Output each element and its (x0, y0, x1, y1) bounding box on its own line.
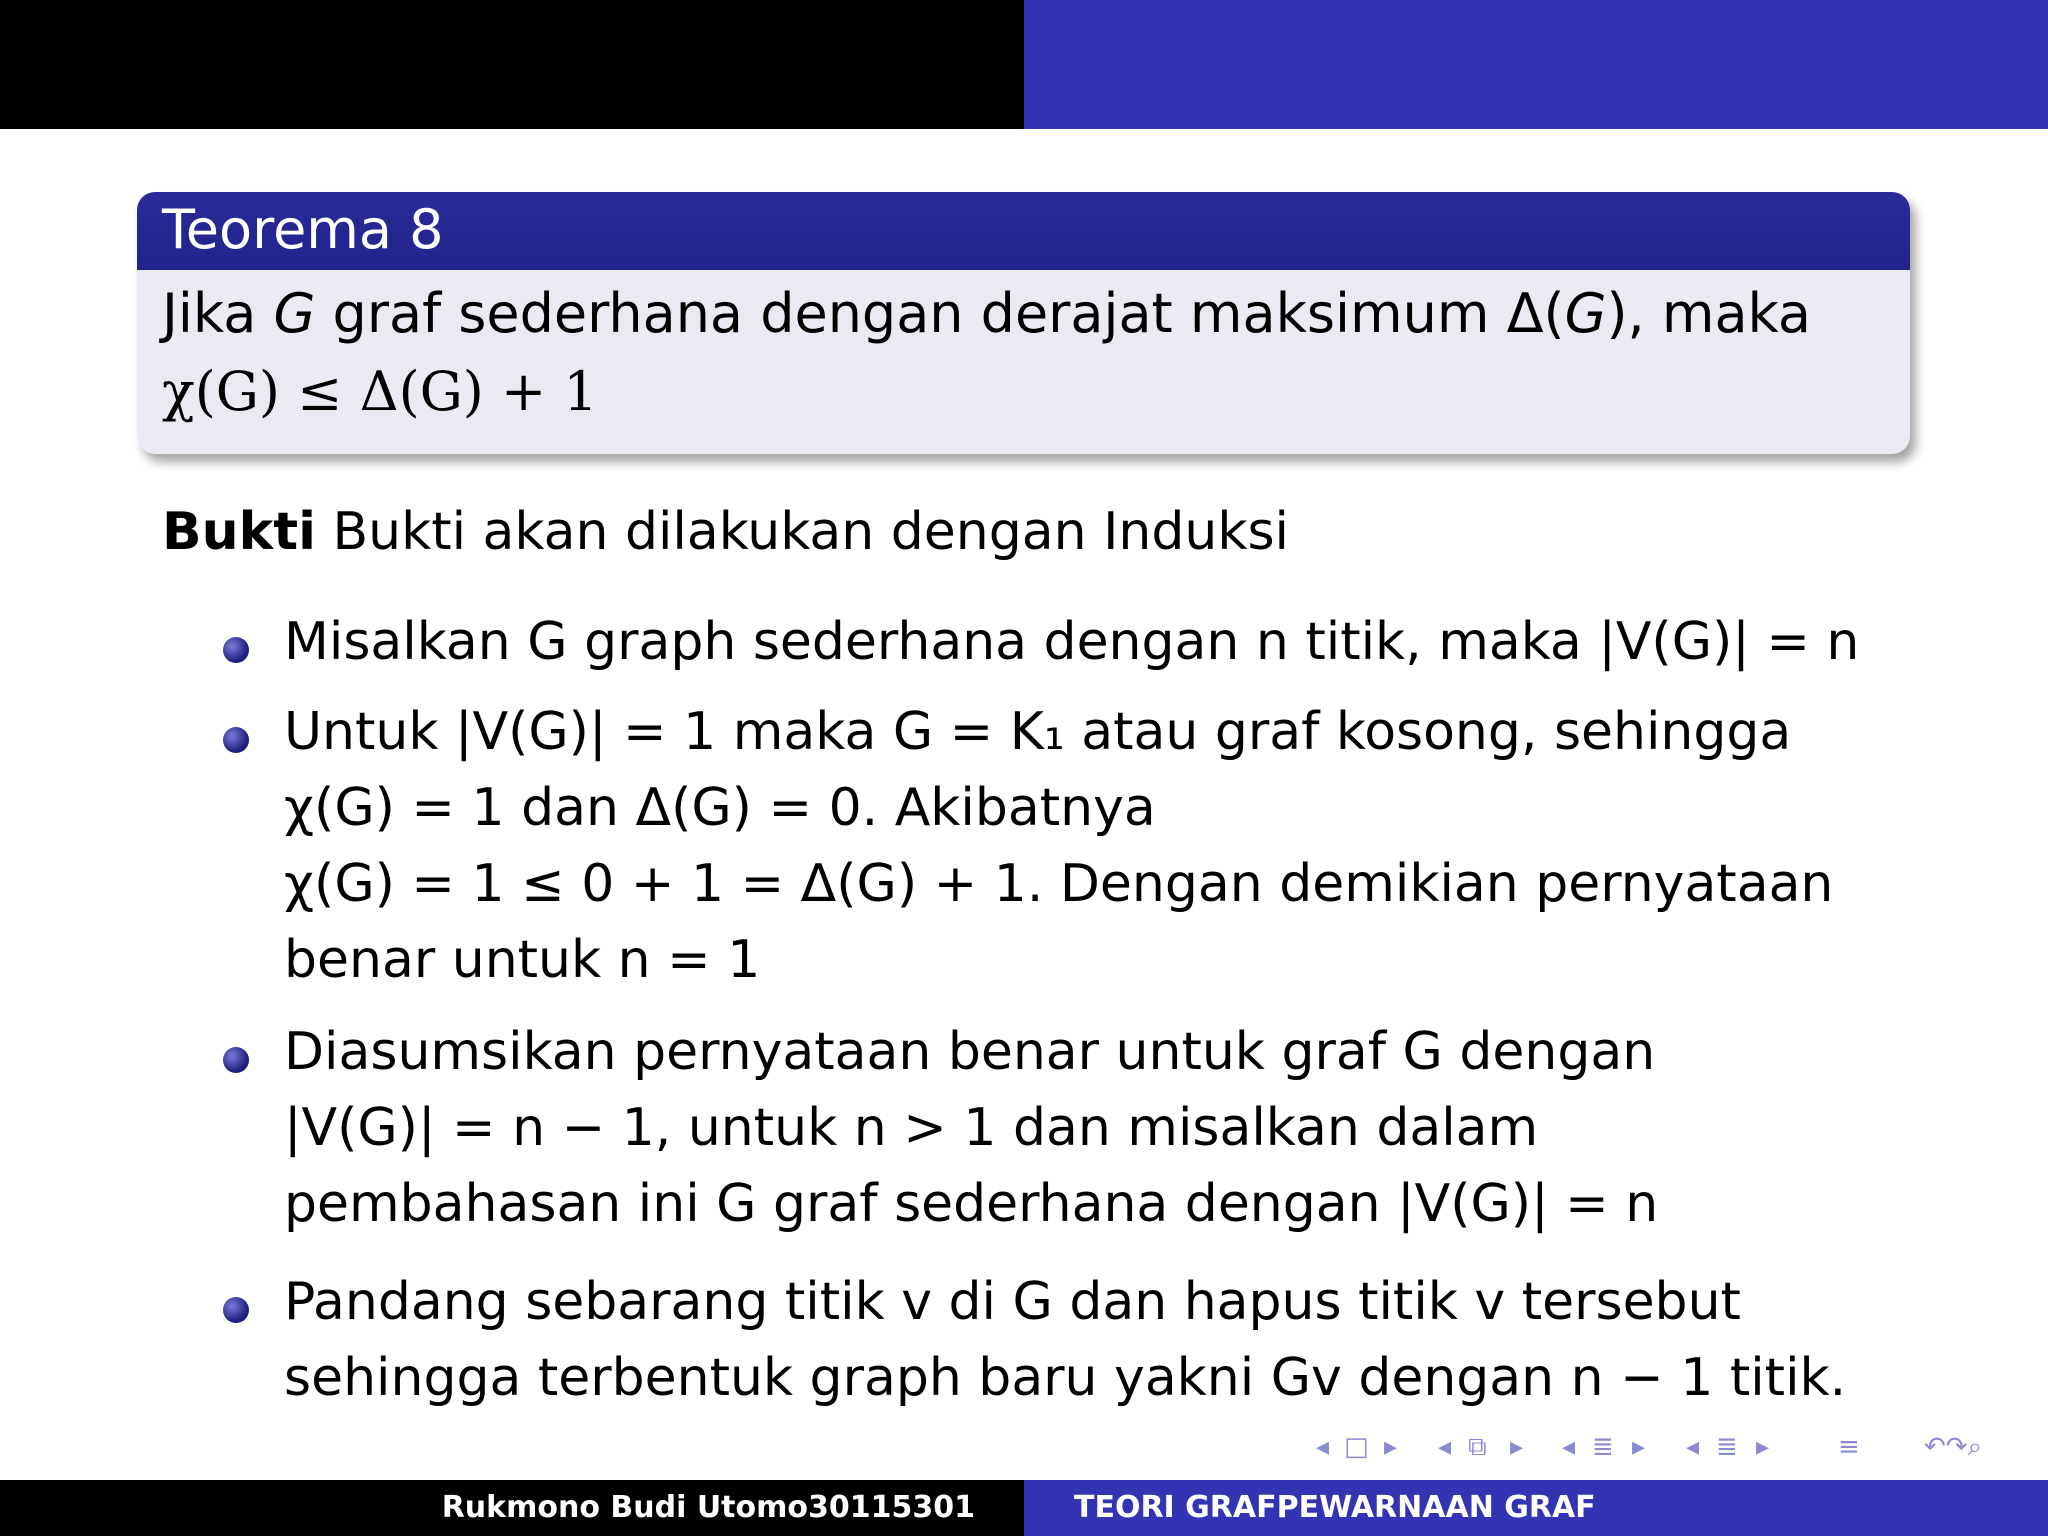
bullet-4-line-1: Pandang sebarang titik v di G dan hapus titik v tersebut (284, 1272, 1741, 1332)
bullet-icon (223, 1047, 249, 1073)
proof-intro: Bukti Bukti akan dilakukan dengan Induksi (162, 502, 1289, 562)
navigation-bar (1310, 1432, 2030, 1466)
nav-align-icon[interactable]: ≡ (1838, 1432, 1860, 1462)
nav-section-icon[interactable]: ≣ (1592, 1432, 1614, 1462)
footer-right-bar (1024, 1480, 2048, 1536)
footer-title: TEORI GRAFPEWARNAAN GRAF (1074, 1490, 1596, 1525)
nav-next-section-icon[interactable]: ▸ (1632, 1432, 1646, 1462)
bullet-2-line-3: χ(G) = 1 ≤ 0 + 1 = Δ(G) + 1. Dengan demikian pernyataan (284, 854, 1834, 914)
nav-prev-doc-icon[interactable]: ◂ (1686, 1432, 1700, 1462)
theorem-statement-line-1: Jika G graf sederhana dengan derajat maksimum Δ(G), maka (162, 282, 1811, 345)
header-right-bar (1024, 0, 2048, 129)
header-left-bar (0, 0, 1024, 129)
proof-label: Bukti (162, 502, 316, 562)
nav-prev-frame-icon[interactable]: ◂ (1316, 1432, 1330, 1462)
bullet-2-line-4: benar untuk n = 1 (284, 930, 761, 990)
bullet-icon (223, 727, 249, 753)
nav-doc-icon[interactable]: ≣ (1716, 1432, 1738, 1462)
nav-next-subsection-icon[interactable]: ▸ (1510, 1432, 1524, 1462)
nav-next-doc-icon[interactable]: ▸ (1756, 1432, 1770, 1462)
nav-next-frame-icon[interactable]: ▸ (1384, 1432, 1398, 1462)
theorem-title: Teorema 8 (162, 198, 444, 261)
nav-subsection-icon[interactable]: ⧉ (1468, 1432, 1487, 1462)
footer-left-bar (0, 1480, 1024, 1536)
theorem-title-bar (137, 192, 1910, 270)
bullet-3-line-2: |V(G)| = n − 1, untuk n > 1 dan misalkan dalam (284, 1098, 1539, 1158)
bullet-icon (223, 1297, 249, 1323)
nav-prev-section-icon[interactable]: ◂ (1562, 1432, 1576, 1462)
bullet-1-line-1: Misalkan G graph sederhana dengan n titik, maka |V(G)| = n (284, 612, 1860, 672)
bullet-2-line-2: χ(G) = 1 dan Δ(G) = 0. Akibatnya (284, 778, 1156, 838)
bullet-3-line-3: pembahasan ini G graf sederhana dengan |V(G)| = n (284, 1174, 1659, 1234)
theorem-statement-line-2: χ(G) ≤ Δ(G) + 1 (162, 360, 598, 423)
nav-search-icon[interactable]: ↶↷⌕ (1924, 1432, 1983, 1462)
theorem-block (137, 192, 1910, 454)
footer-author: Rukmono Budi Utomo30115301 (441, 1490, 975, 1525)
bullet-2-line-1: Untuk |V(G)| = 1 maka G = K₁ atau graf kosong, sehingga (284, 702, 1792, 762)
nav-prev-subsection-icon[interactable]: ◂ (1438, 1432, 1452, 1462)
bullet-4-line-2: sehingga terbentuk graph baru yakni Gv dengan n − 1 titik. (284, 1348, 1847, 1408)
bullet-icon (223, 637, 249, 663)
nav-frame-icon[interactable]: □ (1344, 1432, 1369, 1462)
bullet-3-line-1: Diasumsikan pernyataan benar untuk graf G dengan (284, 1022, 1656, 1082)
